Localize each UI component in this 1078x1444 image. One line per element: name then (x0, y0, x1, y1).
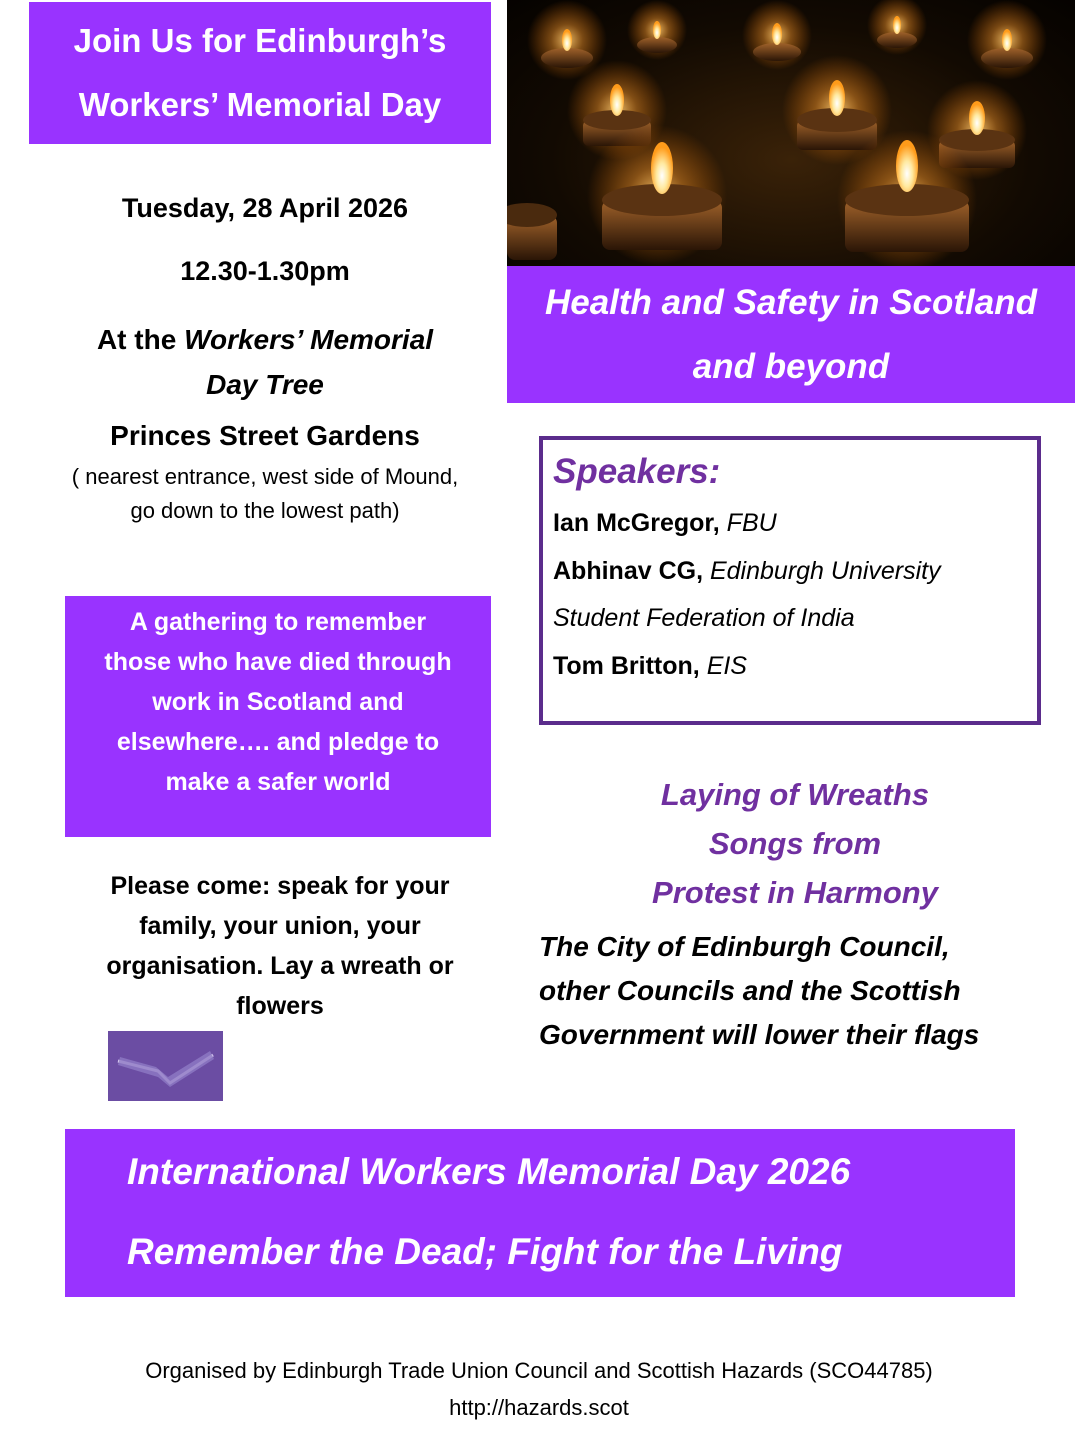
gathering-line: make a safer world (165, 768, 391, 796)
speaker-name: Ian McGregor, (553, 509, 720, 537)
event-gardens: Princes Street Gardens (110, 420, 420, 451)
flags-line: other Councils and the Scottish (539, 975, 961, 1006)
please-come-text (65, 866, 495, 1026)
flags-line: Government will lower their flags (539, 1019, 980, 1050)
flags-text (539, 925, 1069, 1057)
program-line: Protest in Harmony (652, 875, 938, 910)
please-line: Please come: speak for your (110, 872, 450, 900)
banner-line-1: International Workers Memorial Day 2026 (127, 1151, 851, 1192)
footer-url[interactable]: http://hazards.scot (449, 1395, 629, 1420)
hazards-logo-graphic (108, 1031, 223, 1101)
title-banner (29, 2, 491, 144)
program-text (539, 770, 1051, 917)
speaker-name: Tom Britton, (553, 651, 700, 680)
speaker-item (553, 595, 1027, 643)
venue-name-2: Day Tree (206, 369, 324, 400)
headline-banner (507, 266, 1075, 403)
please-line: flowers (236, 992, 324, 1020)
event-directions: ( nearest entrance, west side of Mound, go down to the lowest path) (71, 464, 459, 523)
speaker-item (553, 643, 1027, 691)
please-line: family, your union, your (139, 912, 421, 940)
venue-name-1: Workers’ Memorial (184, 324, 434, 355)
footer (0, 1352, 1078, 1426)
gathering-line: A gathering to remember (129, 608, 427, 636)
speaker-org: Edinburgh University (709, 556, 941, 585)
hazards-logo-icon (108, 1031, 223, 1101)
footer-organiser: Organised by Edinburgh Trade Union Council and Scottish Hazards (SCO44785) (145, 1358, 933, 1383)
title-line-1: Join Us for Edinburgh’s (73, 22, 447, 59)
candle-group-front (507, 125, 977, 266)
speaker-org: EIS (706, 651, 747, 680)
candles-photo (507, 0, 1075, 266)
speaker-org: FBU (726, 509, 777, 537)
bottom-banner (65, 1129, 1015, 1297)
speakers-heading: Speakers: (553, 452, 721, 491)
banner-line-2: Remember the Dead; Fight for the Living (127, 1231, 843, 1272)
gathering-line: elsewhere…. and pledge to (116, 728, 440, 756)
title-line-2: Workers’ Memorial Day (78, 86, 442, 123)
speaker-item (553, 548, 1027, 596)
gathering-box (65, 596, 491, 837)
venue-prefix: At the (96, 324, 177, 355)
event-venue (30, 317, 500, 407)
speaker-item (553, 500, 1027, 548)
event-time: 12.30-1.30pm (180, 256, 350, 286)
event-date: Tuesday, 28 April 2026 (121, 193, 409, 223)
please-line: organisation. Lay a wreath or (106, 952, 454, 980)
speakers-box (539, 436, 1041, 725)
gathering-line: those who have died through (104, 648, 452, 676)
speaker-name: Abhinav CG, (553, 556, 704, 585)
candles-illustration (507, 0, 1075, 266)
headline-line-1: Health and Safety in Scotland (544, 282, 1038, 322)
flags-line: The City of Edinburgh Council, (539, 931, 950, 962)
program-line: Laying of Wreaths (660, 777, 930, 812)
speaker-org: Student Federation of India (553, 604, 855, 632)
headline-line-2: and beyond (692, 346, 890, 386)
program-line: Songs from (708, 826, 882, 861)
gathering-line: work in Scotland and (152, 688, 404, 716)
